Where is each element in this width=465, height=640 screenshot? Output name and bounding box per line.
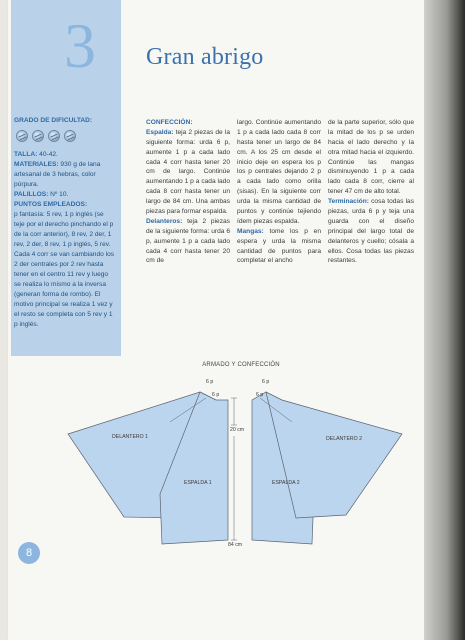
page-title: Gran abrigo bbox=[146, 44, 264, 70]
paragraph-espalda: teja 2 piezas de la siguiente forma: urda 6 p, aumente 1 p a cada lado cada 4 corr hasta tener 20 cm de largo. Continúe aumentando 1 p a cada lado cada 8 corr hasta tener un largo de 84 cm. Una ambas piezas para formar espalda. bbox=[146, 128, 230, 216]
section-heading-confeccion: CONFECCIÓN: bbox=[146, 119, 193, 126]
label-espalda-2: ESPALDA 2 bbox=[272, 480, 300, 486]
stitches-value: p fantasía: 5 rev, 1 p inglés (se teje por el derecho pinchando el p de la corr anterior), 8 rev, 2 der, 1 rev, 2 der, 8 rev, 1 p inglés, 5 rev. Cada 4 corr se van cambiando los 2 der centrales por 2 rev hasta tener en el centro 11 rev y luego se realiza lo mismo a la inversa (generan forma de rombo). El motivo principal se realiza 1 vez y el resto se completa con 5 rev y 1 p inglés. bbox=[14, 211, 115, 329]
label-delantero-1: DELANTERO 1 bbox=[112, 434, 149, 440]
materials-label: MATERIALES: bbox=[14, 161, 59, 169]
keyword-delanteros: Delanteros: bbox=[146, 217, 183, 225]
chapter-number: 3 bbox=[64, 10, 96, 81]
paragraph-mangas: tome los p en espera y urda la misma cantidad de puntos para completar el ancho bbox=[237, 227, 321, 265]
keyword-terminacion: Terminación: bbox=[328, 198, 369, 206]
stitches-label: PUNTOS EMPLEADOS: bbox=[14, 201, 88, 209]
difficulty-label: GRADO DE DIFICULTAD: bbox=[14, 117, 93, 124]
diagram-title: ARMADO Y CONFECCIÓN bbox=[202, 362, 280, 368]
size-value: 40-42. bbox=[39, 151, 58, 159]
label-6p-left: 6 p bbox=[206, 379, 214, 385]
label-delantero-2: DELANTERO 2 bbox=[326, 436, 363, 442]
page-number: 8 bbox=[18, 542, 40, 564]
label-6p-right: 6 p bbox=[262, 379, 270, 385]
label-20cm: 20 cm bbox=[230, 427, 245, 433]
materials-value: 930 g de lana artesanal de 3 hebras, color púrpura. bbox=[14, 161, 101, 189]
label-6p-left-2: 6 p bbox=[212, 392, 220, 398]
label-84cm: 84 cm bbox=[228, 542, 243, 548]
keyword-mangas: Mangas: bbox=[237, 227, 264, 235]
label-6p-right-2: 6 p bbox=[256, 392, 264, 398]
paragraph-terminacion: cosa todas las piezas, urda 6 p y teja una guarda con el diseño principal del largo total de delanteros y cuello; cósala a ellos. Cosa todas las piezas restantes. bbox=[328, 198, 414, 265]
paragraph-mangas-cont: de la parte superior, sólo que la mitad de los p se urden hacia el lado derecho y la otra mitad hacia el izquierdo. Continúe las mangas disminuyendo 1 p a cada lado cada 8 corr, cierre al tener 47 cm de alto total. bbox=[328, 119, 414, 196]
keyword-espalda: Espalda: bbox=[146, 128, 174, 136]
paragraph-delanteros-cont: largo. Continúe aumentando 1 p a cada lado cada 8 corr hasta tener un largo de 84 cm. A los 25 cm desde el inicio deje en espera los p los p centrales dejando 2 p a cada lado como orilla (sisas). En la siguiente corr urda la misma cantidad de puntos y continúe tejiendo ídem piezas espalda. bbox=[237, 119, 321, 225]
size-label: TALLA: bbox=[14, 151, 38, 159]
needles-label: PALILLOS: bbox=[14, 191, 49, 199]
label-espalda-1: ESPALDA 1 bbox=[184, 480, 212, 486]
paragraph-delanteros: teja 2 piezas de la siguiente forma: urda 6 p, aumente 1 p a cada lado cada 4 corr hasta tener 20 cm de bbox=[146, 217, 230, 265]
needles-value: Nº 10. bbox=[50, 191, 69, 199]
